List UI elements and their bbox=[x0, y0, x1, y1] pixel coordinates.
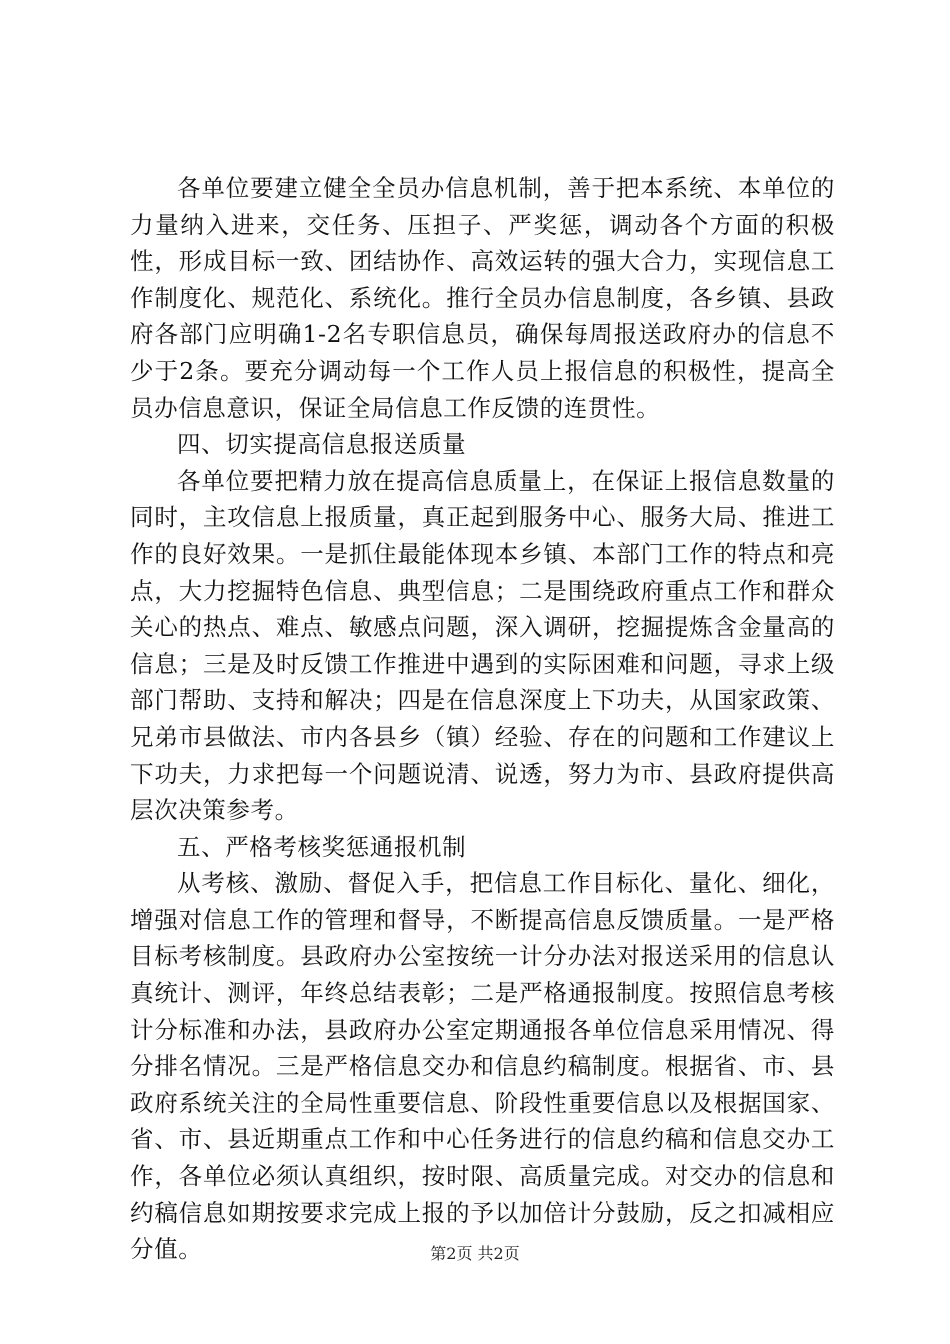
document-body bbox=[130, 170, 835, 1268]
paragraph-assessment-mechanism: 从考核、激励、督促入手，把信息工作目标化、量化、细化，增强对信息工作的管理和督导，不断提高信息反馈质量。一是严格目标考核制度。县政府办公室按统一计分办法对报送采用的信息认真统计、测评，年终总结表彰；二是严格通报制度。按照信息考核计分标准和办法，县政府办公室定期通报各单位信息采用情况、得分排名情况。三是严格信息交办和信息约稿制度。根据省、市、县政府系统关注的全局性重要信息、阶段性重要信息以及根据国家、省、市、县近期重点工作和中心任务进行的信息约稿和信息交办工作，各单位必须认真组织，按时限、高质量完成。对交办的信息和约稿信息如期按要求完成上报的予以加倍计分鼓励，反之扣减相应分值。 bbox=[130, 869, 835, 1264]
paragraph-information-quality: 各单位要把精力放在提高信息质量上，在保证上报信息数量的同时，主攻信息上报质量，真正起到服务中心、服务大局、推进工作的良好效果。一是抓住最能体现本乡镇、本部门工作的特点和亮点，大力挖掘特色信息、典型信息；二是围绕政府重点工作和群众关心的热点、难点、敏感点问题，深入调研，挖掘提炼含金量高的信息；三是及时反馈工作推进中遇到的实际困难和问题，寻求上级部门帮助、支持和解决；四是在信息深度上下功夫，从国家政策、兄弟市县做法、市内各县乡（镇）经验、存在的问题和工作建议上下功夫，力求把每一个问题说清、说透，努力为市、县政府提供高层次决策参考。 bbox=[130, 466, 835, 825]
section-heading-four: 四、切实提高信息报送质量 bbox=[177, 430, 467, 459]
page-number-footer: 第2页 共2页 bbox=[430, 1244, 520, 1263]
paragraph-staff-information-mechanism: 各单位要建立健全全员办信息机制，善于把本系统、本单位的力量纳入进来，交任务、压担子、严奖惩，调动各个方面的积极性，形成目标一致、团结协作、高效运转的强大合力，实现信息工作制度化、规范化、系统化。推行全员办信息制度，各乡镇、县政府各部门应明确1-2名专职信息员，确保每周报送政府办的信息不少于2条。要充分调动每一个工作人员上报信息的积极性，提高全员办信息意识，保证全局信息工作反馈的连贯性。 bbox=[130, 174, 835, 422]
section-heading-five: 五、严格考核奖惩通报机制 bbox=[177, 832, 467, 861]
